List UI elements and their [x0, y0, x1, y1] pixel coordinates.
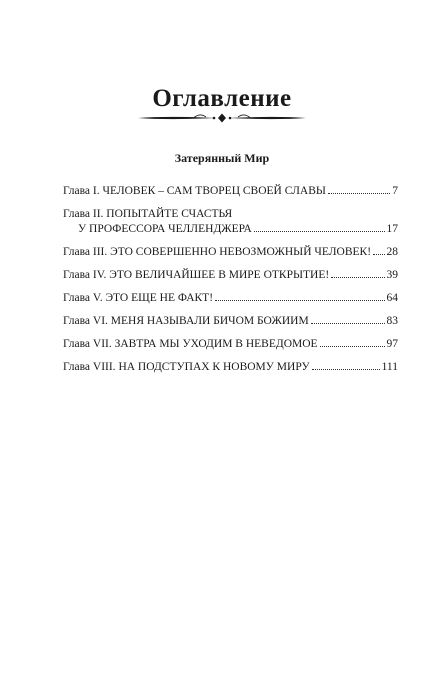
dot-leader [215, 300, 384, 301]
page-number: 83 [386, 315, 398, 327]
dot-leader [320, 346, 385, 347]
chapter-prefix: Глава VIII. [63, 361, 116, 373]
chapter-title: МЕНЯ НАЗЫВАЛИ БИЧОМ БОЖИИМ [110, 315, 309, 327]
dot-leader [311, 323, 385, 324]
chapter-prefix: Глава VI. [63, 315, 108, 327]
dot-leader [373, 254, 384, 255]
chapter-title: ПОПЫТАЙТЕ СЧАСТЬЯ [106, 208, 233, 220]
toc-entry[interactable] [63, 184, 398, 199]
chapter-title: ЧЕЛОВЕК – САМ ТВОРЕЦ СВОЕЙ СЛАВЫ [102, 185, 326, 197]
chapter-title-continued: У ПРОФЕССОРА ЧЕЛЛЕНДЖЕРА [78, 223, 252, 235]
page-number: 111 [381, 361, 398, 373]
chapter-prefix: Глава III. [63, 246, 108, 258]
dot-leader [328, 193, 390, 194]
chapter-prefix: Глава V. [63, 292, 103, 304]
table-of-contents [63, 184, 398, 383]
chapter-prefix: Глава VII. [63, 338, 112, 350]
chapter-prefix: Глава I. [63, 185, 100, 197]
flourish-divider-icon [136, 110, 308, 126]
section-heading: Затерянный Мир [174, 151, 270, 165]
toc-entry[interactable] [63, 337, 398, 352]
chapter-title: ЭТО ВЕЛИЧАЙШЕЕ В МИРЕ ОТКРЫТИЕ! [109, 269, 330, 281]
page-number: 17 [386, 223, 398, 235]
chapter-prefix: Глава IV. [63, 269, 107, 281]
dot-leader [331, 277, 384, 278]
page-number: 97 [386, 338, 398, 350]
page-number: 28 [386, 246, 398, 258]
chapter-title: ЭТО ЕЩЕ НЕ ФАКТ! [105, 292, 214, 304]
toc-entry[interactable] [63, 291, 398, 306]
toc-entry[interactable] [63, 268, 398, 283]
page-title: Оглавление [152, 85, 292, 112]
page-number: 7 [392, 185, 398, 197]
toc-entry[interactable] [63, 245, 398, 260]
chapter-title: НА ПОДСТУПАХ К НОВОМУ МИРУ [118, 361, 310, 373]
chapter-title: ЭТО СОВЕРШЕННО НЕВОЗМОЖНЫЙ ЧЕЛОВЕК! [110, 246, 372, 258]
toc-entry[interactable] [63, 360, 398, 375]
page-number: 64 [386, 292, 398, 304]
toc-entry[interactable] [63, 314, 398, 329]
toc-entry[interactable] [63, 207, 398, 237]
chapter-title: ЗАВТРА МЫ УХОДИМ В НЕВЕДОМОЕ [114, 338, 318, 350]
page-number: 39 [386, 269, 398, 281]
chapter-prefix: Глава II. [63, 208, 104, 220]
dot-leader [254, 231, 385, 232]
dot-leader [312, 369, 380, 370]
